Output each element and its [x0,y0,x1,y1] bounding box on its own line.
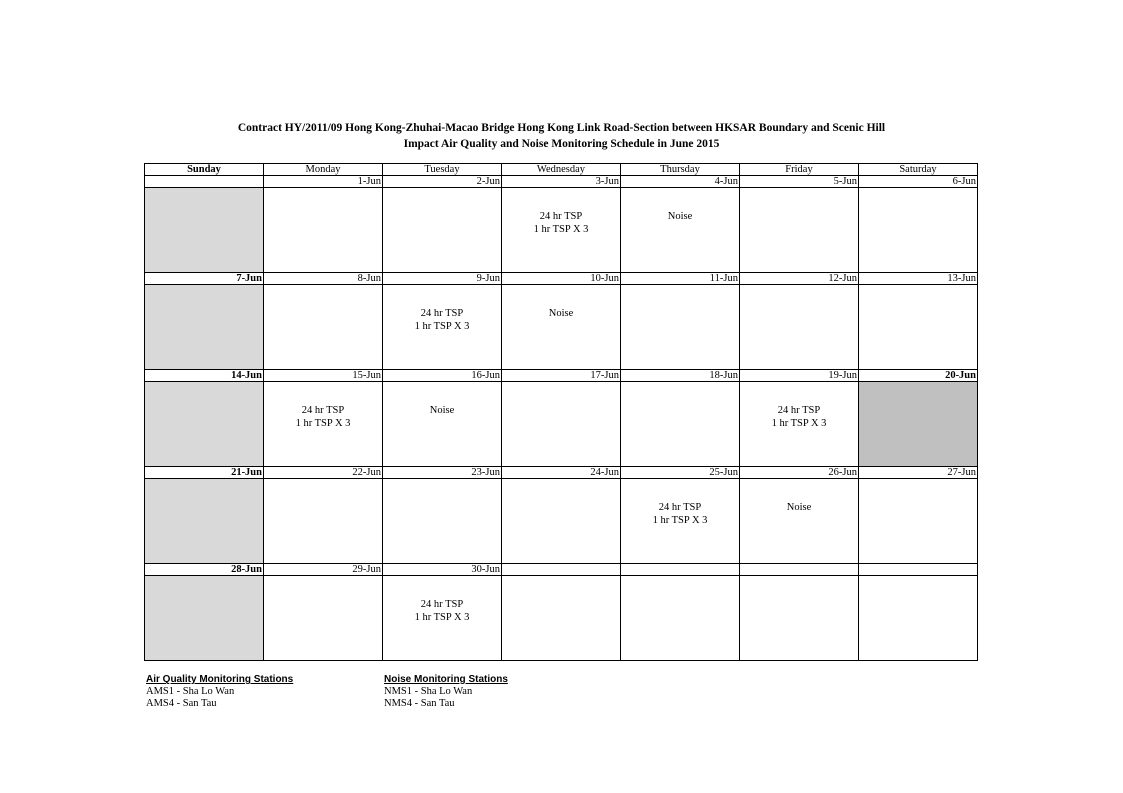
event-label: 24 hr TSP [420,599,464,610]
monitoring-event [740,382,858,430]
event-label: Noise [667,211,693,222]
date-cell: 25-Jun [621,467,740,479]
date-row [145,564,978,576]
date-cell: 22-Jun [264,467,383,479]
date-cell: 1-Jun [264,176,383,188]
date-cell: 15-Jun [264,370,383,382]
day-cell [621,382,740,467]
monitoring-event [383,382,501,417]
date-row [145,467,978,479]
weekday-header: Sunday [145,164,264,176]
date-row [145,370,978,382]
day-cell [740,188,859,273]
day-cell [383,576,502,661]
schedule-subtitle: Impact Air Quality and Noise Monitoring Schedule in June 2015 [403,138,720,150]
event-label: 1 hr TSP X 3 [414,612,470,623]
date-cell: 10-Jun [502,273,621,285]
event-label: Noise [786,502,812,513]
date-cell: 19-Jun [740,370,859,382]
monitoring-event [383,285,501,333]
schedule-title: Contract HY/2011/09 Hong Kong-Zhuhai-Macao Bridge Hong Kong Link Road-Section between HKSAR Boundary and Scenic Hill [237,122,886,134]
calendar-body [145,176,978,661]
day-cell [145,576,264,661]
date-cell: 13-Jun [859,273,978,285]
weekday-header-row [145,164,978,176]
day-cell [621,285,740,370]
day-cell [502,382,621,467]
noise-station-item: NMS1 - Sha Lo Wan [384,686,473,697]
day-cell [740,382,859,467]
day-cell [145,479,264,564]
event-label: 24 hr TSP [301,405,345,416]
date-cell: 17-Jun [502,370,621,382]
event-label: Noise [429,405,455,416]
day-cell [621,576,740,661]
date-cell [145,176,264,188]
date-cell: 30-Jun [383,564,502,576]
day-cell [264,382,383,467]
day-cell [383,479,502,564]
day-cell [145,382,264,467]
date-cell: 18-Jun [621,370,740,382]
date-cell: 28-Jun [145,564,264,576]
date-row [145,273,978,285]
date-cell: 8-Jun [264,273,383,285]
event-label: 24 hr TSP [539,211,583,222]
day-cell [859,382,978,467]
monitoring-event [621,188,739,223]
day-cell [145,188,264,273]
day-content-row [145,285,978,370]
event-label: 1 hr TSP X 3 [652,515,708,526]
monitoring-event [264,382,382,430]
date-cell [740,564,859,576]
air-station-item: AMS1 - Sha Lo Wan [146,686,235,697]
air-stations-heading: Air Quality Monitoring Stations [146,674,294,685]
noise-stations-heading: Noise Monitoring Stations [384,674,508,685]
day-cell [264,188,383,273]
weekday-header: Friday [740,164,859,176]
day-cell [740,285,859,370]
date-cell: 12-Jun [740,273,859,285]
day-cell [740,479,859,564]
day-cell [502,576,621,661]
monitoring-event [740,479,858,514]
day-cell [859,188,978,273]
day-content-row [145,479,978,564]
air-quality-stations-legend [146,674,293,710]
day-content-row [145,576,978,661]
monitoring-event [502,188,620,236]
day-cell [740,576,859,661]
date-cell: 6-Jun [859,176,978,188]
day-cell [264,576,383,661]
date-cell: 11-Jun [621,273,740,285]
monitoring-event [621,479,739,527]
day-cell [859,479,978,564]
event-label: 24 hr TSP [420,308,464,319]
date-cell: 2-Jun [383,176,502,188]
date-cell: 5-Jun [740,176,859,188]
day-cell [621,479,740,564]
date-cell: 20-Jun [859,370,978,382]
date-cell: 23-Jun [383,467,502,479]
weekday-header: Saturday [859,164,978,176]
monitoring-event [502,285,620,320]
calendar-table [144,163,978,661]
day-cell [383,285,502,370]
date-cell: 16-Jun [383,370,502,382]
date-cell: 26-Jun [740,467,859,479]
weekday-header: Thursday [621,164,740,176]
air-station-item: AMS4 - San Tau [146,698,217,709]
weekday-header: Monday [264,164,383,176]
day-cell [264,285,383,370]
date-cell [621,564,740,576]
day-cell [264,479,383,564]
event-label: 24 hr TSP [658,502,702,513]
event-label: Noise [548,308,574,319]
date-cell: 7-Jun [145,273,264,285]
date-cell: 14-Jun [145,370,264,382]
weekday-header: Wednesday [502,164,621,176]
date-cell: 27-Jun [859,467,978,479]
day-cell [383,382,502,467]
event-label: 1 hr TSP X 3 [771,418,827,429]
day-cell [502,188,621,273]
day-cell [859,285,978,370]
event-label: 1 hr TSP X 3 [295,418,351,429]
weekday-header: Tuesday [383,164,502,176]
day-cell [621,188,740,273]
event-label: 1 hr TSP X 3 [533,224,589,235]
noise-station-item: NMS4 - San Tau [384,698,455,709]
date-cell: 9-Jun [383,273,502,285]
event-label: 1 hr TSP X 3 [414,321,470,332]
day-cell [383,188,502,273]
day-cell [502,285,621,370]
date-cell [859,564,978,576]
day-cell [859,576,978,661]
day-content-row [145,188,978,273]
day-cell [145,285,264,370]
monitoring-event [383,576,501,624]
date-cell: 29-Jun [264,564,383,576]
day-content-row [145,382,978,467]
date-cell: 21-Jun [145,467,264,479]
date-cell [502,564,621,576]
date-row [145,176,978,188]
event-label: 24 hr TSP [777,405,821,416]
day-cell [502,479,621,564]
date-cell: 24-Jun [502,467,621,479]
date-cell: 4-Jun [621,176,740,188]
noise-stations-legend [384,674,508,710]
date-cell: 3-Jun [502,176,621,188]
